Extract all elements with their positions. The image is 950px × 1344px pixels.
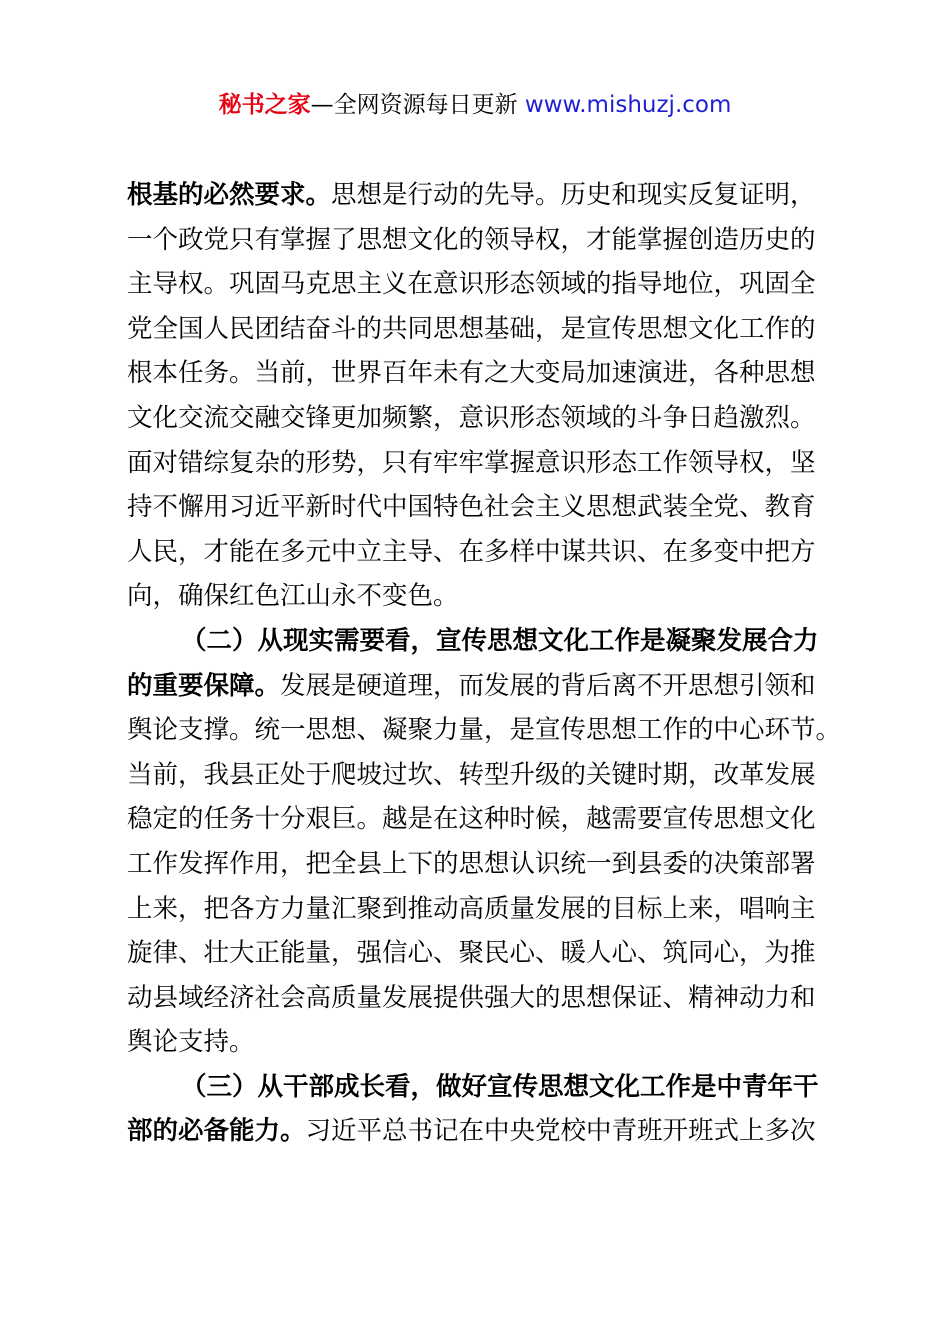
bold-lead: 部的必备能力。 [127,1116,306,1147]
line-text: 人民，才能在多元中立主导、在多样中谋共识、在多变中把方 [127,536,816,567]
line-text: 党全国人民团结奋斗的共同思想基础，是宣传思想文化工作的 [127,313,816,344]
line-text: 思想是行动的先导。历史和现实反复证明， [331,180,816,210]
text-line [127,664,837,709]
text-line [127,708,842,753]
text-line [127,842,837,887]
line-text: 习近平总书记在中央党校中青班开班式上多次 [305,1116,816,1147]
text-line [127,1109,837,1154]
text-line [127,218,837,263]
line-text: 向，确保红色江山永不变色。 [127,581,459,612]
bold-lead: 的重要保障。 [127,670,281,701]
text-line [127,574,837,619]
line-text: 旋律、壮大正能量，强信心、聚民心、暖人心、筑同心，为推 [127,938,816,969]
text-line [127,976,837,1021]
line-text: 面对错综复杂的形势，只有牢牢掌握意识形态工作领导权，坚 [127,447,816,478]
bold-lead: 根基的必然要求。 [127,180,332,210]
text-line [127,351,837,396]
header-url-link[interactable]: www.mishuzj.com [524,92,732,118]
text-line [127,396,837,441]
line-text: 根本任务。当前，世界百年未有之大变局加速演进，各种思想 [127,358,816,389]
document-body [127,173,842,1154]
line-text: 发展是硬道理，而发展的背后离不开思想引领和 [280,670,816,701]
page-header [0,88,950,122]
line-text: 当前，我县正处于爬坡过坎、转型升级的关键时期，改革发展 [127,759,816,790]
text-line [127,441,837,486]
line-text: 稳定的任务十分艰巨。越是在这种时候，越需要宣传思想文化 [127,804,816,835]
section-heading-line [127,619,837,664]
line-text: 舆论支持。 [127,1027,255,1058]
text-line [127,887,837,932]
text-line [127,173,837,218]
section-heading: （二）从现实需要看，宣传思想文化工作是凝聚发展合力 [181,625,819,656]
line-text: 舆论支撑。统一思想、凝聚力量，是宣传思想工作的中心环节。 [127,715,842,746]
text-line [127,307,837,352]
line-text: 持不懈用习近平新时代中国特色社会主义思想武装全党、教育 [127,492,816,523]
text-line [127,485,837,530]
line-text: 文化交流交融交锋更加频繁，意识形态领域的斗争日趋激烈。 [127,402,816,433]
header-brand: 秘书之家 [218,92,311,118]
text-line [127,1020,837,1065]
text-line [127,530,837,575]
text-line [127,753,837,798]
header-tagline: —全网资源每日更新 [310,92,525,118]
text-line [127,797,837,842]
text-line [127,931,837,976]
section-heading: （三）从干部成长看，做好宣传思想文化工作是中青年干 [181,1071,819,1102]
line-text: 动县域经济社会高质量发展提供强大的思想保证、精神动力和 [127,982,816,1013]
text-line [127,262,837,307]
line-text: 工作发挥作用，把全县上下的思想认识统一到县委的决策部署 [127,848,816,879]
section-heading-line [127,1065,837,1110]
line-text: 主导权。巩固马克思主义在意识形态领域的指导地位，巩固全 [127,269,816,300]
line-text: 上来，把各方力量汇聚到推动高质量发展的目标上来，唱响主 [127,893,816,924]
line-text: 一个政党只有掌握了思想文化的领导权，才能掌握创造历史的 [127,224,816,255]
